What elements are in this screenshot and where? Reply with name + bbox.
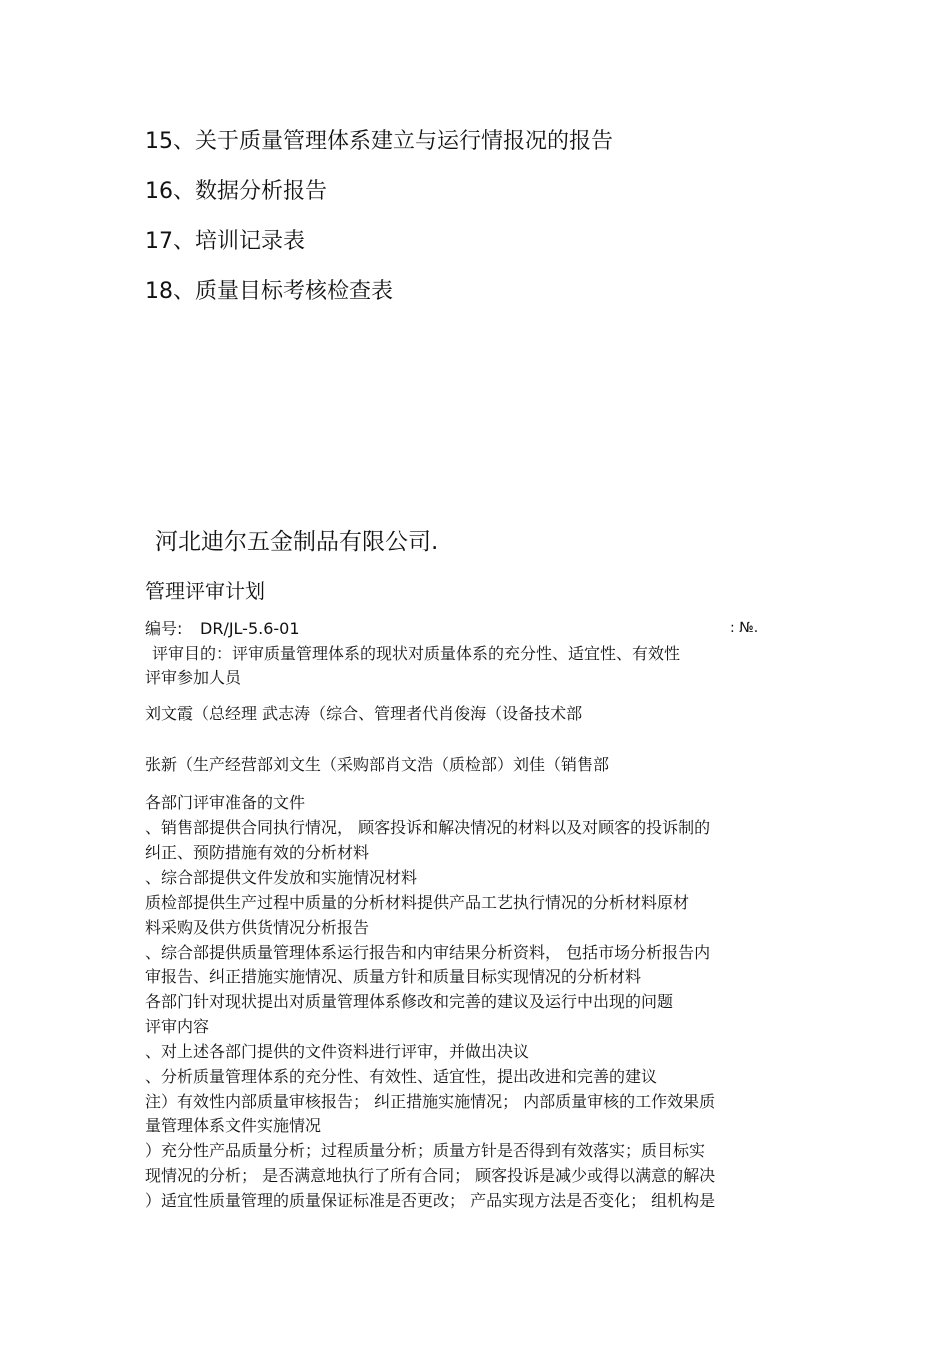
number-mark: : №. xyxy=(730,620,759,636)
code-label: 编号: xyxy=(145,619,183,638)
list-item-16: 16、数据分析报告 xyxy=(145,179,327,204)
body-line: 审报告、纠正措施实施情况、质量方针和质量目标实现情况的分析材料 xyxy=(145,967,642,986)
review-purpose: 评审目的：评审质量管理体系的现状对质量体系的充分性、适宜性、有效性 xyxy=(152,644,681,663)
body-line: 、销售部提供合同执行情况， 顾客投诉和解决情况的材料以及对顾客的投诉制的 xyxy=(145,818,711,837)
body-line: 、综合部提供质量管理体系运行报告和内审结果分析资料， 包括市场分析报告内 xyxy=(145,943,711,962)
body-line: 、对上述各部门提供的文件资料进行评审，并做出决议 xyxy=(145,1042,530,1061)
body-line: 、分析质量管理体系的充分性、有效性、适宜性，提出改进和完善的建议 xyxy=(145,1067,658,1086)
body-line: 各部门针对现状提出对质量管理体系修改和完善的建议及运行中出现的问题 xyxy=(145,992,674,1011)
body-line: 各部门评审准备的文件 xyxy=(145,793,306,812)
plan-title: 管理评审计划 xyxy=(145,579,265,603)
body-line: 评审内容 xyxy=(145,1017,210,1036)
participants-heading: 评审参加人员 xyxy=(145,668,242,687)
body-line: 量管理体系文件实施情况 xyxy=(145,1116,322,1135)
body-line: 注）有效性内部质量审核报告； 纠正措施实施情况； 内部质量审核的工作效果质 xyxy=(145,1092,716,1111)
list-item-15: 15、关于质量管理体系建立与运行情报况的报告 xyxy=(145,129,613,154)
body-line: 纠正、预防措施有效的分析材料 xyxy=(145,843,370,862)
code-value: DR/JL-5.6-01 xyxy=(200,619,300,638)
body-line: 质检部提供生产过程中质量的分析材料提供产品工艺执行情况的分析材料原材 xyxy=(145,893,690,912)
participants-line-1: 刘文霞（总经理 武志涛（综合、管理者代肖俊海（设备技术部 xyxy=(145,704,583,723)
list-item-18: 18、质量目标考核检查表 xyxy=(145,279,393,304)
participants-line-2: 张新（生产经营部刘文生（采购部肖文浩（质检部）刘佳（销售部 xyxy=(145,755,610,774)
company-name: 河北迪尔五金制品有限公司. xyxy=(155,529,439,555)
body-line: ）适宜性质量管理的质量保证标准是否更改； 产品实现方法是否变化； 组机构是 xyxy=(145,1191,716,1210)
body-line: 料采购及供方供货情况分析报告 xyxy=(145,918,370,937)
body-line: 、综合部提供文件发放和实施情况材料 xyxy=(145,868,418,887)
list-item-17: 17、培训记录表 xyxy=(145,229,305,254)
body-line: 现情况的分析； 是否满意地执行了所有合同； 顾客投诉是减少或得以满意的解决 xyxy=(145,1166,716,1185)
body-line: ）充分性产品质量分析；过程质量分析；质量方针是否得到有效落实；质目标实 xyxy=(145,1141,706,1160)
